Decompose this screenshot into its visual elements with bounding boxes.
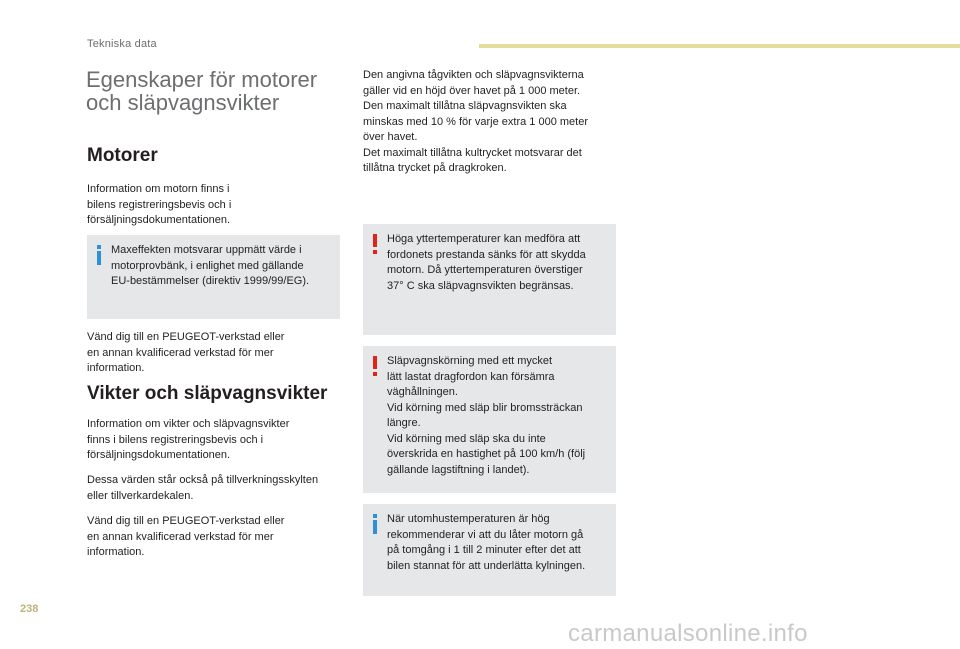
warning-box-temperature [363, 224, 616, 335]
section-label: Tekniska data [87, 38, 157, 50]
info-idle-text: När utomhustemperaturen är hög rekommenderar vi att du låter motorn gå på tomgång i 1 till 2 minuter efter det att bilen stannat för att underlätta kylningen. [387, 513, 586, 572]
info-icon [95, 245, 103, 263]
warning-towing-text: Släpvagnskörning med ett mycket lätt lastat dragfordon kan försämra väghållningen. Vid körning med släp blir bromssträckan längre. Vid körning med släp ska du inte överskrida en hastighet på 100 km/h (följ gällande lagstiftning i landet). [387, 355, 586, 476]
motorer-contact: Vänd dig till en PEUGEOT-verkstad eller en annan kvalificerad verkstad för mer information. [87, 331, 285, 374]
heading-motorer: Motorer [87, 145, 158, 166]
info-box-max-power [87, 235, 340, 319]
motorer-intro: Information om motorn finns i bilens registreringsbevis och i försäljningsdokumentationen. [87, 183, 232, 226]
warning-icon [371, 234, 379, 252]
vikter-plate: Dessa värden står också på tillverkningsskylten eller tillverkardekalen. [87, 474, 319, 502]
page-number: 238 [20, 603, 39, 615]
page-title: Egenskaper för motorer och släpvagnsvikter [86, 67, 318, 115]
vikter-intro: Information om vikter och släpvagnsvikter finns i bilens registreringsbevis och i försäljningsdokumentationen. [87, 418, 290, 461]
info-max-power-text: Maxeffekten motsvarar uppmätt värde i motorprovbänk, i enlighet med gällande EU-bestämmelser (direktiv 1999/99/EG). [111, 244, 310, 287]
watermark: carmanualsonline.info [568, 620, 808, 647]
vikter-contact: Vänd dig till en PEUGEOT-verkstad eller en annan kvalificerad verkstad för mer information. [87, 515, 285, 558]
info-icon [371, 514, 379, 532]
warning-temperature-text: Höga yttertemperaturer kan medföra att fordonets prestanda sänks för att skydda motorn. Då yttertemperaturen överstiger 37° C ska släpvagnsvikten begränsas. [387, 233, 586, 292]
warning-icon [371, 356, 379, 374]
header-accent-bar [479, 44, 960, 48]
warning-box-towing [363, 346, 616, 493]
altitude-text: Den angivna tågvikten och släpvagnsvikterna gäller vid en höjd över havet på 1 000 meter. Den maximalt tillåtna släpvagnsvikten ska minskas med 10 % för varje extra 1 000 meter över havet. Det maximalt tillåtna kultrycket motsvarar det tillåtna trycket på dragkroken. [363, 69, 588, 174]
info-box-idle [363, 504, 616, 596]
heading-vikter: Vikter och släpvagnsvikter [87, 383, 328, 404]
